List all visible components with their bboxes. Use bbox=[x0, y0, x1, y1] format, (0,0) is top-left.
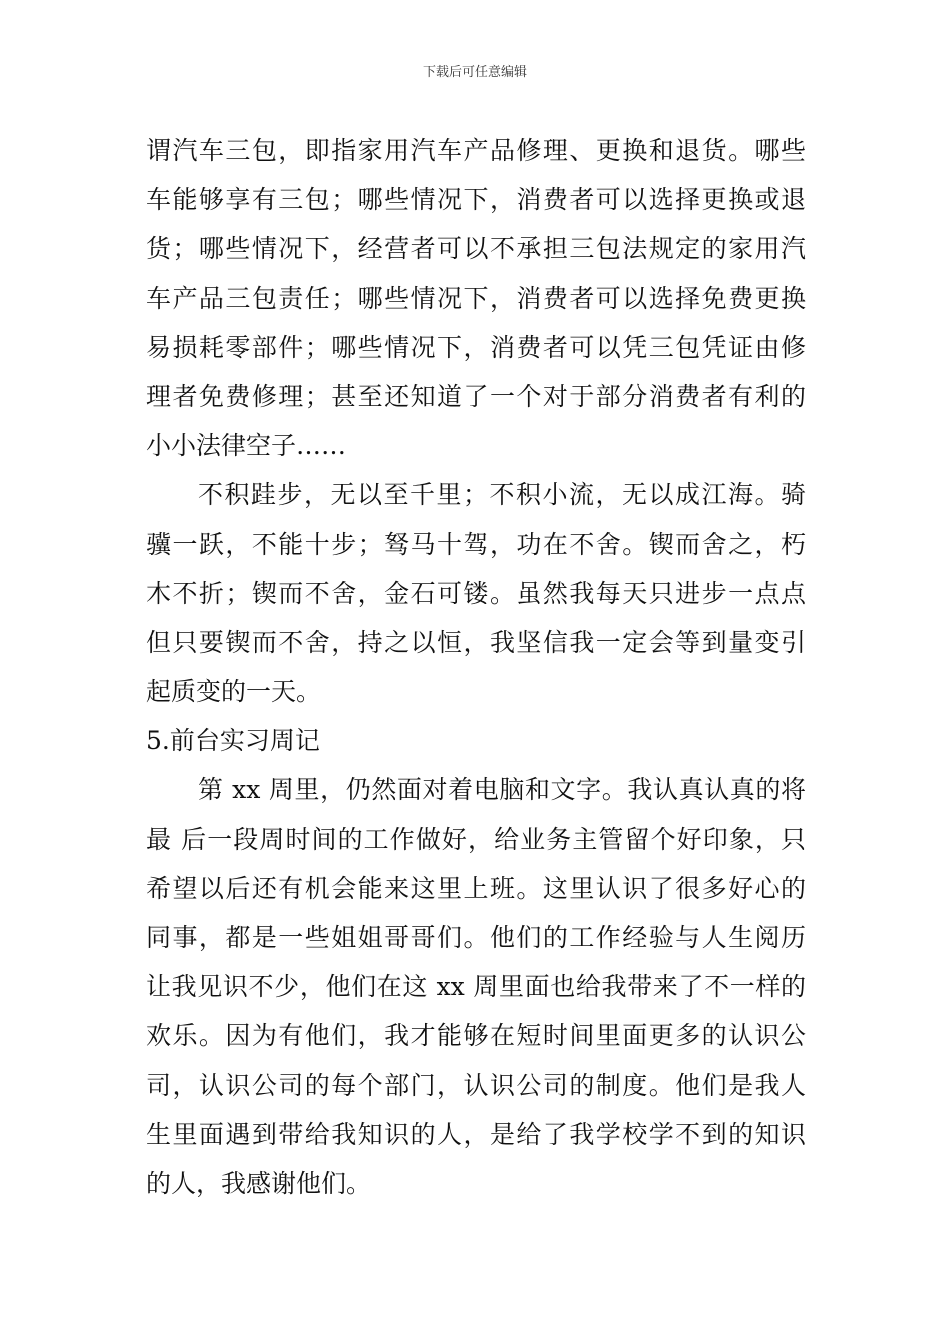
text-line: 司，认识公司的每个部门，认识公司的制度。他们是我人 bbox=[146, 1070, 806, 1100]
text-line: 木不折；锲而不舍，金石可镂。虽然我每天只进步一点点 bbox=[146, 578, 806, 608]
text-line: 欢乐。因为有他们，我才能够在短时间里面更多的认识公 bbox=[146, 1021, 806, 1051]
text-line: 希望以后还有机会能来这里上班。这里认识了很多好心的 bbox=[146, 873, 806, 903]
section-heading: 5.前台实习周记 bbox=[146, 726, 320, 756]
paragraph-perseverance bbox=[146, 470, 806, 716]
paragraph-internship-journal bbox=[146, 765, 806, 1208]
text-line: 车能够享有三包；哪些情况下，消费者可以选择更换或退 bbox=[146, 185, 806, 215]
text-line: 车产品三包责任；哪些情况下，消费者可以选择免费更换 bbox=[146, 283, 806, 313]
text-line: 最 后一段周时间的工作做好，给业务主管留个好印象，只 bbox=[146, 824, 806, 854]
text-line: 小小法律空子…… bbox=[146, 431, 347, 461]
text-line: 让我见识不少，他们在这 xx 周里面也给我带来了不一样的 bbox=[146, 972, 806, 1002]
text-line: 骥一跃，不能十步；驽马十驾，功在不舍。锲而舍之，朽 bbox=[146, 529, 806, 559]
text-line: 谓汽车三包，即指家用汽车产品修理、更换和退货。哪些 bbox=[146, 136, 806, 165]
text-line: 同事，都是一些姐姐哥哥们。他们的工作经验与人生阅历 bbox=[146, 923, 806, 952]
text-line: 易损耗零部件；哪些情况下，消费者可以凭三包凭证由修 bbox=[146, 332, 806, 362]
text-line: 的人，我感谢他们。 bbox=[146, 1168, 372, 1198]
text-line: 第 xx 周里，仍然面对着电脑和文字。我认真认真的将 bbox=[198, 775, 806, 805]
text-line: 货；哪些情况下，经营者可以不承担三包法规定的家用汽 bbox=[146, 234, 806, 264]
paragraph-three-guarantees bbox=[146, 126, 806, 470]
text-line: 生里面遇到带给我知识的人，是给了我学校学不到的知识 bbox=[146, 1119, 806, 1149]
document-body bbox=[146, 126, 806, 1208]
page-header: 下载后可任意编辑 bbox=[422, 65, 527, 80]
text-line: 不积跬步，无以至千里；不积小流，无以成江海。骑 bbox=[198, 480, 806, 510]
text-line: 起质变的一天。 bbox=[146, 677, 322, 707]
text-line: 理者免费修理；甚至还知道了一个对于部分消费者有利的 bbox=[146, 381, 806, 411]
text-line: 但只要锲而不舍，持之以恒，我坚信我一定会等到量变引 bbox=[146, 627, 806, 657]
